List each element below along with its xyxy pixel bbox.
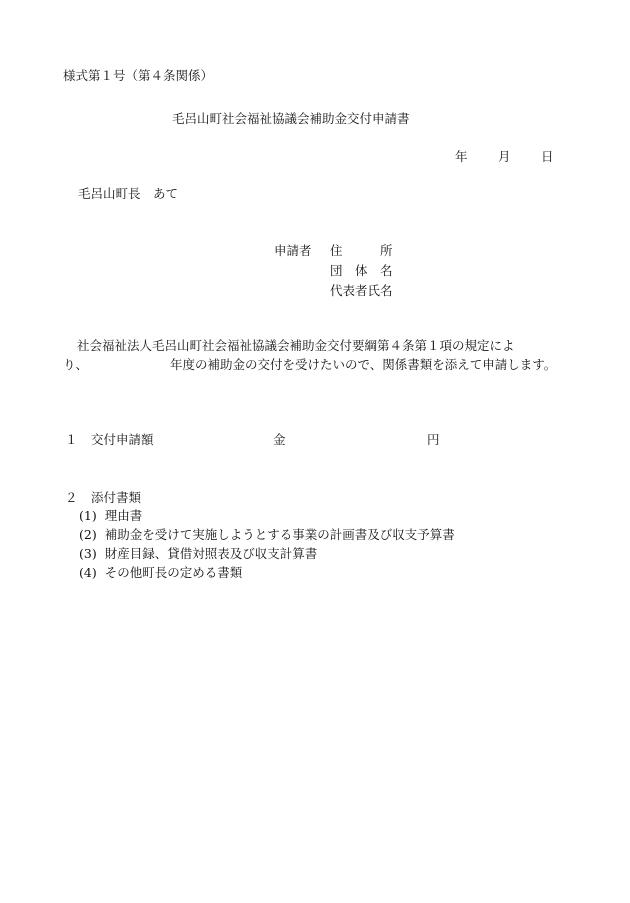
item-1-label: 交付申請額 [91,432,154,447]
addressee: 毛呂山町長 あて [78,186,179,201]
attachment-item-text: その他町長の定める書類 [104,565,243,580]
item-1-number: １ [65,432,78,447]
attachment-item-number: (1) [79,508,97,523]
date-year-label: 年 [455,149,468,164]
applicant-address-label: 住 所 [330,243,393,258]
date-day-label: 日 [541,149,554,164]
body-text-line-2-start: り、 [63,357,89,372]
attachment-item-3 [79,546,317,562]
form-number: 様式第１号（第４条関係） [63,68,214,83]
attachment-item-text: 財産目録、貸借対照表及び収支計算書 [104,546,318,561]
applicant-label: 申請者 [274,243,312,258]
document-title: 毛呂山町社会福祉協議会補助金交付申請書 [172,111,410,126]
item-1-kin: 金 [273,432,286,447]
item-2-number: ２ [65,490,78,505]
item-2-label: 添付書類 [91,490,142,505]
date-month-label: 月 [498,149,511,164]
attachment-item-text: 理由書 [104,508,143,523]
applicant-organization-label: 団 体 名 [330,263,393,278]
attachment-item-number: (3) [79,546,97,561]
attachment-item-1 [79,508,142,524]
body-text-line-1: 社会福祉法人毛呂山町社会福祉協議会補助金交付要綱第４条第１項の規定によ [77,338,515,353]
attachment-item-number: (2) [79,527,97,542]
body-text-line-2-rest: 年度の補助金の交付を受けたいので、関係書類を添えて申請します。 [170,357,557,372]
attachment-item-4 [79,565,242,581]
applicant-representative-label: 代表者氏名 [330,283,393,298]
attachment-item-text: 補助金を受けて実施しようとする事業の計画書及び収支予算書 [104,527,455,542]
attachment-item-number: (4) [79,565,97,580]
body-text-line-2 [63,357,556,373]
item-1-yen: 円 [427,432,440,447]
attachment-item-2 [79,527,455,543]
